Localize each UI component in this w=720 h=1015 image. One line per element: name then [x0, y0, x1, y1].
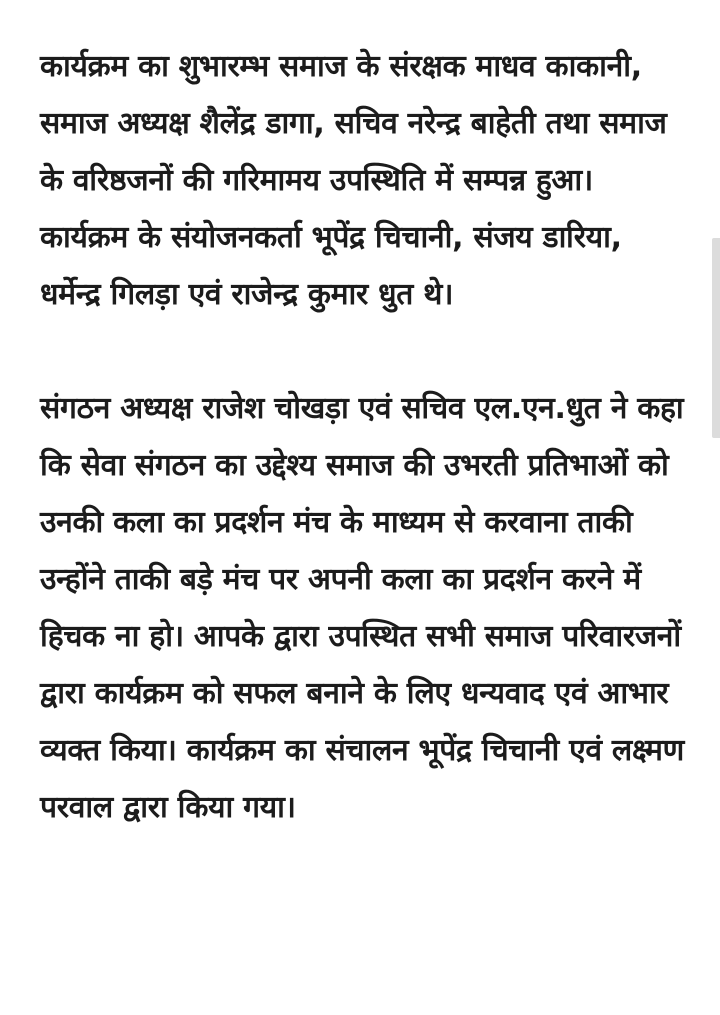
article-paragraph-2: संगठन अध्यक्ष राजेश चोखड़ा एवं सचिव एल.एन.धुत ने कहा कि सेवा संगठन का उद्देश्य समाज की उभरती प्रतिभाओं को उनकी कला का प्रदर्शन मंच के माध्यम से करवाना ताकी उन्होंने ताकी बड़े मंच पर अपनी कला का प्रदर्शन करने में हिचक ना हो। आपके द्वारा उपस्थित सभी समाज परिवारजनों द्वारा कार्यक्रम को सफल बनाने के लिए धन्यवाद एवं आभार व्यक्त किया। कार्यक्रम का संचालन भूपेंद्र चिचानी एवं लक्ष्मण परवाल द्वारा किया गया।: [40, 391, 685, 825]
article-body: [40, 38, 685, 836]
scrollbar-thumb[interactable]: [712, 238, 720, 438]
article-paragraph-1: कार्यक्रम का शुभारम्भ समाज के संरक्षक माधव काकानी, समाज अध्यक्ष शैलेंद्र डागा, सचिव नरेन्द्र बाहेती तथा समाज के वरिष्ठजनों की गरिमामय उपस्थिति में सम्पन्न हुआ। कार्यक्रम के संयोजनकर्ता भूपेंद्र चिचानी, संजय डारिया, धर्मेन्द्र गिलड़ा एवं राजेन्द्र कुमार धुत थे।: [40, 49, 667, 312]
